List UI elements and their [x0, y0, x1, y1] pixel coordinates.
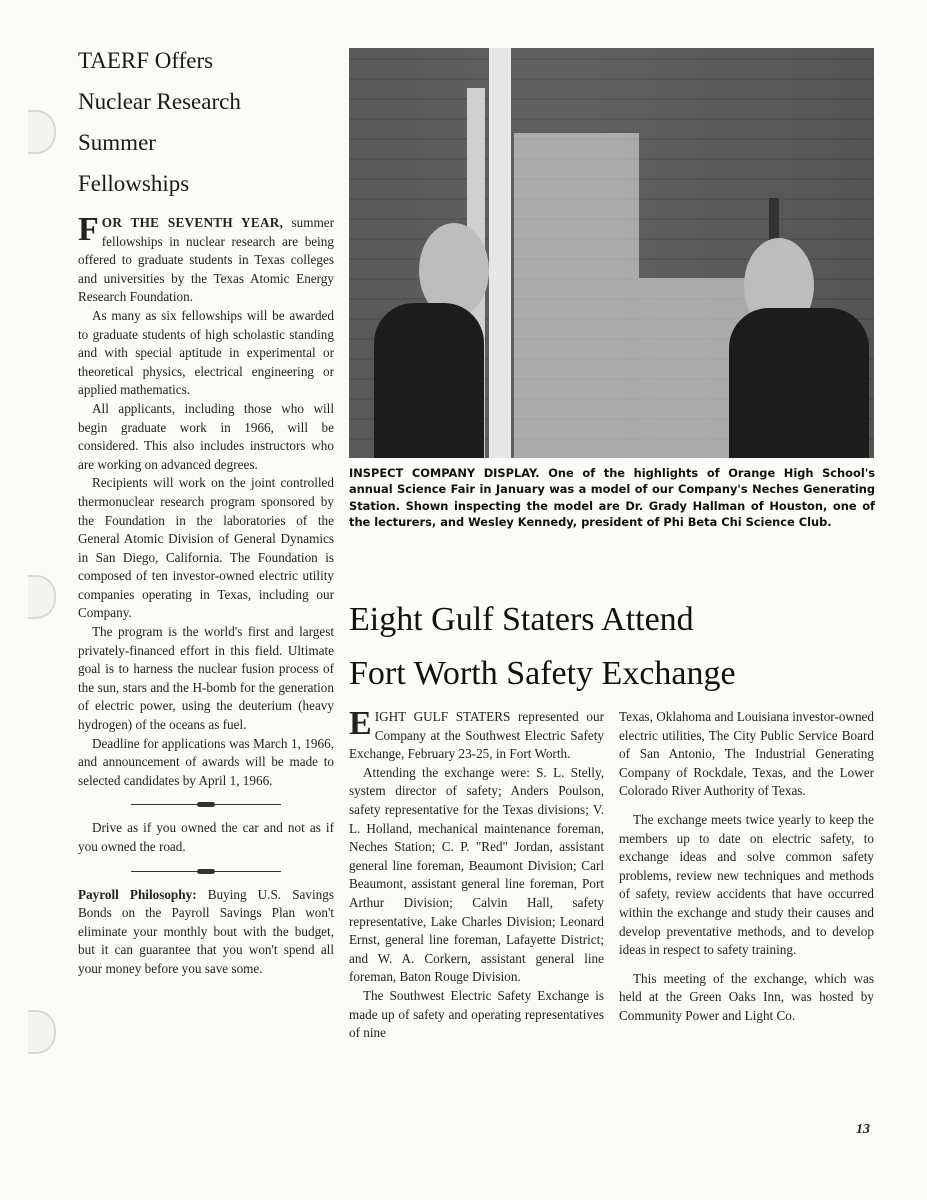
photo-caption — [349, 465, 875, 530]
binder-hole — [28, 575, 56, 619]
headline-line: Fort Worth Safety Exchange — [349, 655, 736, 692]
headline-line: Eight Gulf Staters Attend — [349, 601, 694, 638]
title-line: Fellowships — [78, 171, 190, 196]
paragraph: Texas, Oklahoma and Louisiana investor-owned electric utilities, The City Public Service Board of San Antonio, The Industrial Generating Company of Rockdale, Texas, and the Lower Colorado River Authority of Texas. — [619, 709, 874, 799]
paragraph: All applicants, including those who will begin graduate work in 1966, will be considered. This also includes instructors who are working on advanced degrees. — [78, 400, 334, 472]
paragraph: The program is the world's first and largest privately-financed effort in this field. Ultimate goal is to harness the nuclear fusion process of the sun, stars and the H-bomb for the generation of electric power, using the deuterium (heavy hydrogen) of the oceans as fuel. — [78, 624, 334, 733]
filler-quote: Drive as if you owned the car and not as if you owned the road. — [78, 820, 334, 854]
main-headline — [349, 593, 889, 701]
paragraph: Recipients will work on the joint controlled thermonuclear research program sponsored by the Foundation in the laboratories of the General Atomic Division of General Dynamics in San Diego, California. The Foundation is composed of ten investor-owned electric utility companies operating in Texas, including our Company. — [78, 475, 334, 621]
photo-company-display — [349, 48, 874, 458]
paragraph: The Southwest Electric Safety Exchange is made up of safety and operating representatives of nine — [349, 987, 604, 1041]
paragraph — [349, 705, 604, 764]
paragraph: Attending the exchange were: S. L. Stelly, system director of safety; Anders Poulson, safety representative for the Texas divisions; V. L. Holland, mechanical maintenance foreman, Neches Station; C. P. "Red" Jordan, assistant general line foreman, Beaumont Division; Carl Beaumont, assistant general line foreman, Port Arthur Division; Calvin Hall, safety representative, Lake Charles Division; Leonard Ernst, general line foreman, Lafayette District; and W. A. Corkern, assistant general line foreman, Baton Rouge Division. — [349, 764, 604, 985]
paragraph: The exchange meets twice yearly to keep the members up to date on electric safety, to exchange ideas and solve common safety problems, review new techniques and methods of safety, review accidents that have occurred within the exchange and study their causes and develop preventative methods, and to develop ideas in respect to safety training. — [619, 811, 874, 958]
binder-hole — [28, 1010, 56, 1054]
paragraph — [78, 211, 334, 307]
caption-label: INSPECT COMPANY DISPLAY. — [349, 466, 540, 480]
title-line: Nuclear Research — [78, 89, 241, 114]
paragraph: This meeting of the exchange, which was held at the Green Oaks Inn, was hosted by Community Power and Light Co. — [619, 970, 874, 1023]
paragraph-text: represented our Company at the Southwest Electric Safety Exchange, February 23-25, in Fort Worth. — [349, 709, 604, 762]
drop-cap: F — [78, 211, 99, 248]
main-article-column-1 — [349, 705, 604, 1043]
filler-payroll — [78, 886, 334, 979]
ornament-divider — [131, 871, 281, 872]
paragraph: Deadline for applications was March 1, 1966, and announcement of awards will be made to selected candidates by April 1, 1966. — [78, 735, 334, 788]
binder-hole — [28, 110, 56, 154]
title-line: Summer — [78, 130, 156, 155]
caption-text: One of the highlights of Orange High School's annual Science Fair in January was a model of our Company's Neches Generating Station. Shown inspecting the model are Dr. Grady Hallman of Houston, one of the lecturers, and Wesley Kennedy, president of Phi Beta Chi Science Club. — [349, 466, 875, 529]
drop-cap: E — [349, 705, 372, 742]
main-article-column-2 — [619, 708, 874, 1026]
paragraph-text: summer fellowships in nuclear research are being offered to graduate students in Texas colleges and universities by the Texas Atomic Energy Research Foundation. — [78, 215, 334, 305]
filler-label: Payroll Philosophy: — [78, 886, 197, 902]
paragraph: As many as six fellowships will be awarded to graduate students of high scholastic standing and with special aptitude in experimental or theoretical physics, electrical engineering or applied mathematics. — [78, 307, 334, 398]
article-body — [78, 211, 334, 979]
ornament-divider — [131, 804, 281, 805]
lead-in: OR THE SEVENTH YEAR, — [101, 215, 284, 230]
title-line: TAERF Offers — [78, 48, 214, 73]
page-number: 13 — [856, 1122, 870, 1137]
filler-text: Buying U.S. Savings Bonds on the Payroll Savings Plan won't eliminate your monthly bout with the budget, but it can guarantee that you won't spend all your money before you save some. — [78, 886, 334, 976]
left-article — [78, 40, 334, 979]
article-title — [78, 40, 334, 204]
lead-in: IGHT GULF STATERS — [374, 709, 511, 724]
